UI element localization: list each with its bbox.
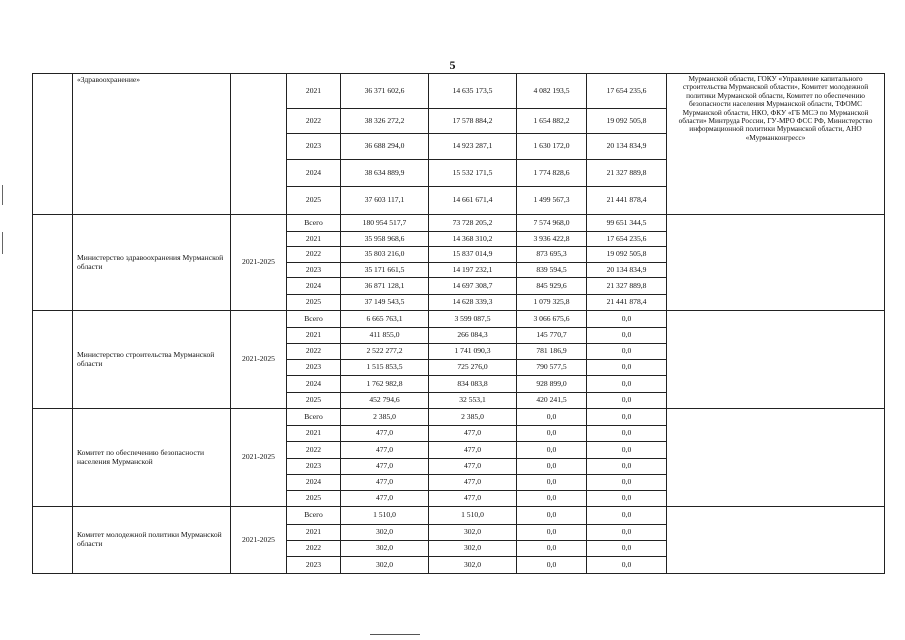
amount-cell: 790 577,5 — [517, 360, 587, 376]
amount-cell: 21 441 878,4 — [587, 187, 667, 215]
amount-cell: 302,0 — [429, 525, 517, 541]
amount-cell: 477,0 — [429, 442, 517, 459]
amount-cell: 0,0 — [517, 459, 587, 475]
amount-cell: 0,0 — [587, 328, 667, 344]
amount-cell: 14 197 232,1 — [429, 263, 517, 278]
year-cell: 2021 — [287, 74, 341, 109]
amount-cell: 145 770,7 — [517, 328, 587, 344]
amount-cell: 6 665 763,1 — [341, 311, 429, 328]
year-cell: 2023 — [287, 360, 341, 376]
amount-cell: 1 630 172,0 — [517, 134, 587, 160]
amount-cell: 411 855,0 — [341, 328, 429, 344]
year-cell: 2023 — [287, 134, 341, 160]
year-cell: 2024 — [287, 160, 341, 187]
amount-cell: 36 688 294,0 — [341, 134, 429, 160]
amount-cell: 725 276,0 — [429, 360, 517, 376]
co-executors-empty-cell — [667, 507, 885, 574]
amount-cell: 302,0 — [341, 557, 429, 574]
year-cell: 2022 — [287, 109, 341, 134]
co-executors-empty-cell — [667, 215, 885, 311]
year-cell: 2022 — [287, 247, 341, 263]
executor-name: Комитет молодежной политики Мурманской области — [73, 507, 231, 574]
amount-cell: 1 515 853,5 — [341, 360, 429, 376]
amount-cell: 3 599 087,5 — [429, 311, 517, 328]
amount-cell: 38 326 272,2 — [341, 109, 429, 134]
amount-cell: 35 803 216,0 — [341, 247, 429, 263]
amount-cell: 37 603 117,1 — [341, 187, 429, 215]
year-cell: 2024 — [287, 475, 341, 491]
executor-name: Министерство строительства Мурманской области — [73, 311, 231, 409]
amount-cell: 1 762 982,8 — [341, 376, 429, 393]
amount-cell: 14 697 308,7 — [429, 278, 517, 295]
scan-edge-mark — [2, 232, 3, 254]
amount-cell: 477,0 — [341, 426, 429, 442]
period-cell: 2021-2025 — [231, 507, 287, 574]
row-number-cell — [33, 74, 73, 215]
amount-cell: 0,0 — [517, 475, 587, 491]
table-row — [33, 311, 885, 328]
amount-cell: 14 923 287,1 — [429, 134, 517, 160]
amount-cell: 99 651 344,5 — [587, 215, 667, 232]
amount-cell: 32 553,1 — [429, 393, 517, 409]
amount-cell: 0,0 — [587, 409, 667, 426]
amount-cell: 477,0 — [429, 426, 517, 442]
amount-cell: 0,0 — [587, 507, 667, 525]
amount-cell: 1 741 090,3 — [429, 344, 517, 360]
amount-cell: 0,0 — [587, 376, 667, 393]
amount-cell: 0,0 — [517, 525, 587, 541]
amount-cell: 35 958 968,6 — [341, 232, 429, 247]
amount-cell: 781 186,9 — [517, 344, 587, 360]
amount-cell: 21 441 878,4 — [587, 295, 667, 311]
amount-cell: 1 499 567,3 — [517, 187, 587, 215]
period-cell: 2021-2025 — [231, 215, 287, 311]
amount-cell: 1 510,0 — [341, 507, 429, 525]
amount-cell: 17 654 235,6 — [587, 232, 667, 247]
amount-cell: 20 134 834,9 — [587, 134, 667, 160]
amount-cell: 14 628 339,3 — [429, 295, 517, 311]
amount-cell: 0,0 — [587, 557, 667, 574]
executor-name: Министерство здравоохранения Мурманской области — [73, 215, 231, 311]
year-cell: 2021 — [287, 232, 341, 247]
amount-cell: 0,0 — [587, 393, 667, 409]
amount-cell: 0,0 — [587, 311, 667, 328]
year-cell: 2023 — [287, 459, 341, 475]
amount-cell: 834 083,8 — [429, 376, 517, 393]
amount-cell: 0,0 — [517, 491, 587, 507]
amount-cell: 1 774 828,6 — [517, 160, 587, 187]
amount-cell: 2 522 277,2 — [341, 344, 429, 360]
amount-cell: 477,0 — [341, 491, 429, 507]
amount-cell: 0,0 — [587, 525, 667, 541]
amount-cell: 452 794,6 — [341, 393, 429, 409]
period-cell: 2021-2025 — [231, 409, 287, 507]
row-number-cell — [33, 507, 73, 574]
amount-cell: 0,0 — [587, 344, 667, 360]
year-cell: Всего — [287, 215, 341, 232]
year-cell: 2025 — [287, 393, 341, 409]
amount-cell: 21 327 889,8 — [587, 278, 667, 295]
year-cell: 2023 — [287, 557, 341, 574]
amount-cell: 0,0 — [517, 541, 587, 557]
year-cell: Всего — [287, 409, 341, 426]
amount-cell: 73 728 205,2 — [429, 215, 517, 232]
amount-cell: 477,0 — [341, 459, 429, 475]
year-cell: 2025 — [287, 491, 341, 507]
table-row — [33, 507, 885, 525]
amount-cell: 0,0 — [517, 409, 587, 426]
amount-cell: 3 066 675,6 — [517, 311, 587, 328]
amount-cell: 19 092 505,8 — [587, 109, 667, 134]
table-row — [33, 215, 885, 232]
amount-cell: 36 871 128,1 — [341, 278, 429, 295]
amount-cell: 7 574 968,0 — [517, 215, 587, 232]
amount-cell: 873 695,3 — [517, 247, 587, 263]
co-executors-empty-cell — [667, 409, 885, 507]
amount-cell: 0,0 — [517, 426, 587, 442]
amount-cell: 477,0 — [429, 475, 517, 491]
amount-cell: 0,0 — [587, 442, 667, 459]
year-cell: 2025 — [287, 295, 341, 311]
amount-cell: 1 654 882,2 — [517, 109, 587, 134]
year-cell: 2022 — [287, 442, 341, 459]
year-cell: 2022 — [287, 344, 341, 360]
amount-cell: 302,0 — [341, 541, 429, 557]
year-cell: 2024 — [287, 376, 341, 393]
period-cell — [231, 74, 287, 215]
year-cell: Всего — [287, 311, 341, 328]
amount-cell: 21 327 889,8 — [587, 160, 667, 187]
amount-cell: 0,0 — [587, 541, 667, 557]
amount-cell: 0,0 — [587, 360, 667, 376]
year-cell: 2021 — [287, 525, 341, 541]
amount-cell: 17 578 884,2 — [429, 109, 517, 134]
co-executors-empty-cell — [667, 311, 885, 409]
amount-cell: 477,0 — [429, 491, 517, 507]
row-number-cell — [33, 409, 73, 507]
year-cell: 2022 — [287, 541, 341, 557]
budget-table — [32, 73, 885, 574]
amount-cell: 14 635 173,5 — [429, 74, 517, 109]
amount-cell: 38 634 889,9 — [341, 160, 429, 187]
page-footer-rule — [370, 634, 420, 635]
executor-name: Комитет по обеспечению безопасности населения Мурманской — [73, 409, 231, 507]
amount-cell: 477,0 — [429, 459, 517, 475]
amount-cell: 3 936 422,8 — [517, 232, 587, 247]
amount-cell: 2 385,0 — [341, 409, 429, 426]
page-number: 5 — [449, 58, 456, 72]
amount-cell: 0,0 — [517, 442, 587, 459]
table-row — [33, 409, 885, 426]
amount-cell: 1 510,0 — [429, 507, 517, 525]
amount-cell: 1 079 325,8 — [517, 295, 587, 311]
amount-cell: 4 082 193,5 — [517, 74, 587, 109]
amount-cell: 0,0 — [587, 459, 667, 475]
amount-cell: 845 929,6 — [517, 278, 587, 295]
amount-cell: 302,0 — [429, 557, 517, 574]
amount-cell: 37 149 543,5 — [341, 295, 429, 311]
year-cell: 2021 — [287, 426, 341, 442]
co-executors-cell: Мурманской области, ГОКУ «Управление капитального строительства Мурманской области», Комитет молодежной политики Мурманской области, Комитет по обеспечению безопасности населения Мурманской области, ТФОМС Мурманской области, НКО, ФКУ «ГБ МСЭ по Мурманской области» Минтруда России, ГУ-МРО ФСС РФ, Министерство информационной политики Мурманской области, АНО «Мурманконгресс» — [667, 74, 885, 215]
amount-cell: 302,0 — [341, 525, 429, 541]
amount-cell: 0,0 — [587, 426, 667, 442]
amount-cell: 477,0 — [341, 442, 429, 459]
amount-cell: 180 954 517,7 — [341, 215, 429, 232]
year-cell: 2024 — [287, 278, 341, 295]
year-cell: 2021 — [287, 328, 341, 344]
amount-cell: 0,0 — [587, 475, 667, 491]
amount-cell: 420 241,5 — [517, 393, 587, 409]
year-cell: Всего — [287, 507, 341, 525]
amount-cell: 2 385,0 — [429, 409, 517, 426]
amount-cell: 15 837 014,9 — [429, 247, 517, 263]
amount-cell: 839 594,5 — [517, 263, 587, 278]
amount-cell: 0,0 — [587, 491, 667, 507]
amount-cell: 266 084,3 — [429, 328, 517, 344]
year-cell: 2025 — [287, 187, 341, 215]
period-cell: 2021-2025 — [231, 311, 287, 409]
amount-cell: 19 092 505,8 — [587, 247, 667, 263]
amount-cell: 0,0 — [517, 557, 587, 574]
amount-cell: 14 368 310,2 — [429, 232, 517, 247]
row-number-cell — [33, 215, 73, 311]
row-number-cell — [33, 311, 73, 409]
table-row — [33, 74, 885, 109]
amount-cell: 302,0 — [429, 541, 517, 557]
amount-cell: 35 171 661,5 — [341, 263, 429, 278]
amount-cell: 477,0 — [341, 475, 429, 491]
amount-cell: 17 654 235,6 — [587, 74, 667, 109]
scan-edge-mark — [2, 185, 3, 205]
amount-cell: 928 899,0 — [517, 376, 587, 393]
year-cell: 2023 — [287, 263, 341, 278]
executor-name: «Здравоохранение» — [73, 74, 231, 215]
amount-cell: 36 371 602,6 — [341, 74, 429, 109]
amount-cell: 14 661 671,4 — [429, 187, 517, 215]
amount-cell: 20 134 834,9 — [587, 263, 667, 278]
amount-cell: 15 532 171,5 — [429, 160, 517, 187]
amount-cell: 0,0 — [517, 507, 587, 525]
